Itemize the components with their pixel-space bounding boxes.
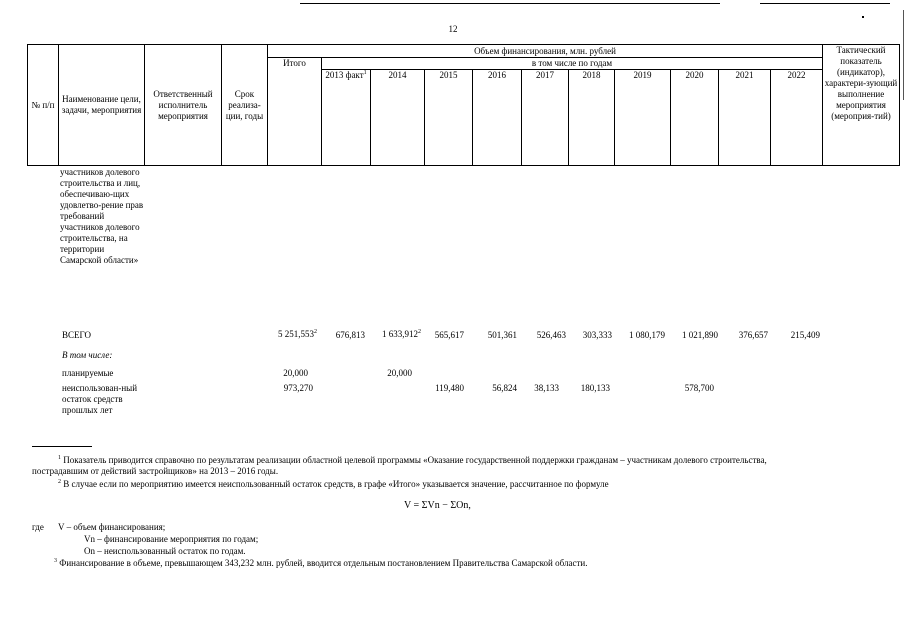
- scan-top-rule: [300, 3, 720, 4]
- scan-edge-mark: [903, 10, 904, 100]
- col-header-name: Наименование цели, задачи, мероприятия: [59, 45, 145, 166]
- footnote-2: $^2$ В случае если по мероприятию имеется неиспользованный остаток средств, в графе «Итого» указывается значение, рассчитанное по формуле: [58, 479, 609, 489]
- formula-funding: V = ΣVn − ΣOn,: [404, 500, 471, 511]
- col-header-by-years: в том числе по годам: [322, 58, 823, 70]
- col-header-indicator: Тактический показатель (индикатор), характери-зующий выполнение мероприятия (мероприя-тий): [823, 45, 900, 166]
- col-header-total: Итого: [268, 58, 322, 166]
- cell-total-2022: 215,409: [790, 330, 820, 340]
- cell-unused-2017: 38,133: [534, 383, 559, 393]
- col-header-year-2019: 2019: [615, 70, 671, 166]
- footnote-3: $^3$ Финансирование в объеме, превышающем 343,232 млн. рублей, вводится отдельным постановлением Правительства Самарской области.: [54, 558, 588, 568]
- col-header-executor: Ответственный исполнитель мероприятия: [145, 45, 222, 166]
- cell-total-2017: 526,463: [536, 330, 566, 340]
- cell-total-2021: 376,657: [738, 330, 768, 340]
- footnote-where-vn: Vn – финансирование мероприятия по годам;: [84, 534, 259, 544]
- cell-unused-2018: 180,133: [580, 383, 610, 393]
- col-header-funding: Объем финансирования, млн. рублей: [268, 45, 823, 58]
- col-header-year-2022: 2022: [771, 70, 823, 166]
- cell-total-2013: 676,813: [335, 330, 365, 340]
- col-header-year-2017: 2017: [522, 70, 569, 166]
- scan-top-rule: [760, 3, 890, 4]
- cell-total-2019: 1 080,179: [629, 330, 665, 340]
- cell-planned-2014: 20,000: [387, 368, 412, 378]
- page-number: 12: [448, 24, 458, 34]
- col-header-year-2021: 2021: [719, 70, 771, 166]
- cell-total-2020: 1 021,890: [682, 330, 718, 340]
- cell-unused-itogo: 973,270: [283, 383, 313, 393]
- cell-unused-2016: 56,824: [492, 383, 517, 393]
- cell-unused-2020: 578,700: [684, 383, 714, 393]
- cell-total-2016: 501,361: [487, 330, 517, 340]
- row-label-unused: неиспользован-ный остаток средств прошлых лет: [62, 383, 138, 415]
- col-header-number: № п/п: [28, 45, 59, 166]
- cell-total-2014: 1 633,912$^2$: [382, 329, 421, 339]
- row-label-including: В том числе:: [62, 350, 113, 360]
- footnote-where-label: где: [32, 522, 44, 532]
- col-header-year-2018: 2018: [569, 70, 615, 166]
- row-label-planned: планируемые: [62, 368, 114, 378]
- cell-unused-2015: 119,480: [435, 383, 464, 393]
- col-header-year-2020: 2020: [671, 70, 719, 166]
- row-label-total: ВСЕГО: [62, 330, 91, 340]
- cell-total-2018: 303,333: [582, 330, 612, 340]
- cell-total-2015: 565,617: [434, 330, 464, 340]
- footnote-where-v: V – объем финансирования;: [58, 522, 166, 532]
- footnote-separator: [32, 446, 92, 447]
- funding-table-header: [27, 44, 900, 166]
- cell-planned-itogo: 20,000: [283, 368, 308, 378]
- col-header-year-2014: 2014: [371, 70, 425, 166]
- footnote-where-on: On – неиспользованный остаток по годам.: [84, 546, 246, 556]
- scan-dot: [862, 16, 864, 18]
- col-header-year-2016: 2016: [473, 70, 522, 166]
- cell-total-itogo: 5 251,553$^2$: [278, 329, 317, 339]
- footnote-1: $^1$ Показатель приводится справочно по результатам реализации областной целевой программы «Оказание государственной поддержки гражданам – участникам долевого строительства, пострадавшим от действий застройщиков» на 2013 – 2016 годы.: [32, 455, 767, 476]
- col-header-year-2013: 2013 факт$^1$: [322, 70, 371, 166]
- col-header-year-2015: 2015: [425, 70, 473, 166]
- measure-name-continuation: участников долевого строительства и лиц, обеспечиваю-щих удовлетво-рение прав требований участников долевого строительства, на территории Самарской области»: [60, 167, 144, 265]
- col-header-term: Срок реализа-ции, годы: [222, 45, 268, 166]
